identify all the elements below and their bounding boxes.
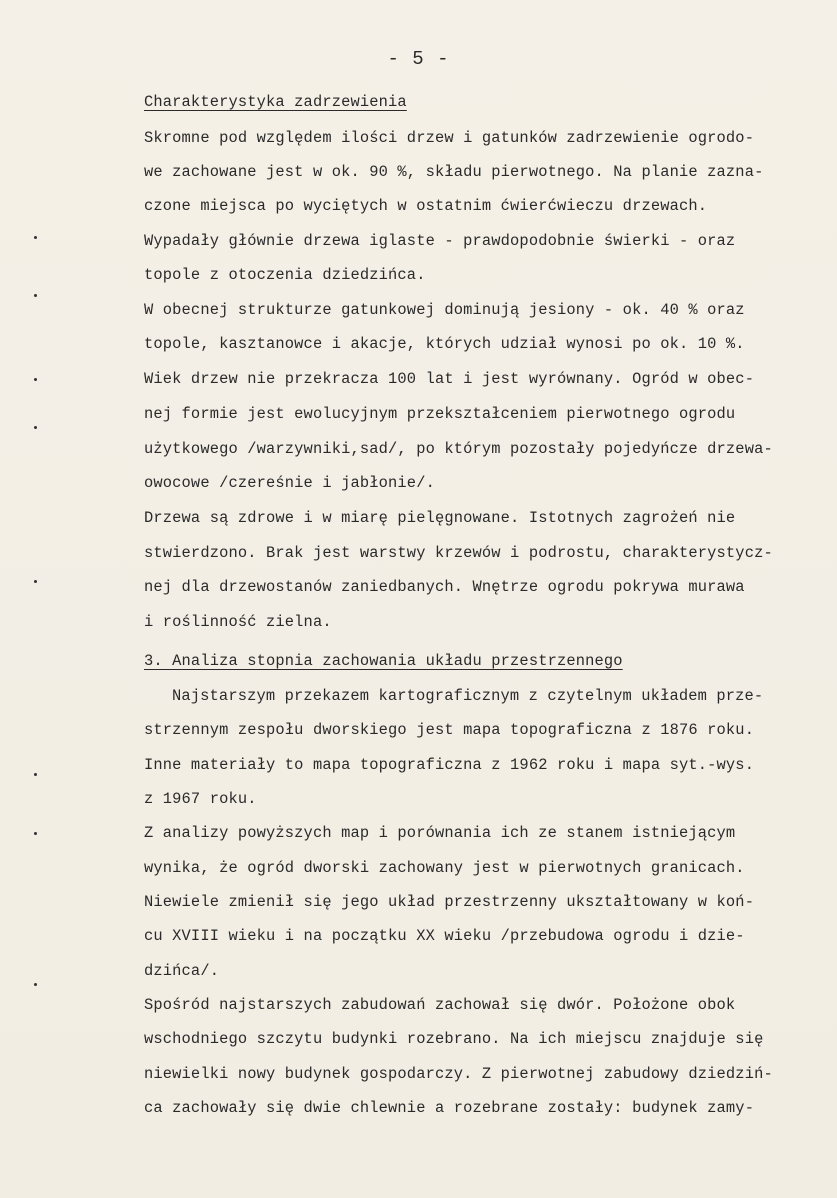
section-heading-tree-characteristics: Charakterystyka zadrzewienia — [144, 93, 407, 111]
margin-mark — [34, 426, 37, 429]
margin-mark — [34, 983, 37, 986]
page-number: - 5 - — [387, 48, 450, 70]
body-line: Inne materiały to mapa topograficzna z 1962 roku i mapa syt.-wys. — [144, 756, 755, 774]
body-line: Spośród najstarszych zabudowań zachował się dwór. Położone obok — [144, 996, 736, 1014]
body-line: dzińca/. — [144, 962, 220, 980]
margin-mark — [34, 832, 37, 835]
body-line: Drzewa są zdrowe i w miarę pielęgnowane. Istotnych zagrożeń nie — [144, 509, 736, 527]
body-line: czone miejsca po wyciętych w ostatnim ćwierćwieczu drzewach. — [144, 197, 708, 215]
body-line: Skromne pod względem ilości drzew i gatunków zadrzewienie ogrodo- — [144, 129, 755, 147]
body-line: owocowe /czereśnie i jabłonie/. — [144, 474, 435, 492]
margin-mark — [34, 773, 37, 776]
body-line: nej formie jest ewolucyjnym przekształceniem pierwotnego ogrodu — [144, 405, 736, 423]
margin-mark — [34, 378, 37, 381]
margin-mark — [34, 294, 37, 297]
body-line: użytkowego /warzywniki,sad/, po którym pozostały pojedyńcze drzewa- — [144, 440, 773, 458]
body-line: topole, kasztanowce i akacje, których udział wynosi po ok. 10 %. — [144, 335, 745, 353]
body-line: z 1967 roku. — [144, 790, 257, 808]
body-line: we zachowane jest w ok. 90 %, składu pierwotnego. Na planie zazna- — [144, 163, 764, 181]
body-line: nej dla drzewostanów zaniedbanych. Wnętrze ogrodu pokrywa murawa — [144, 578, 745, 596]
body-line: cu XVIII wieku i na początku XX wieku /przebudowa ogrodu i dzie- — [144, 927, 745, 945]
body-line: topole z otoczenia dziedzińca. — [144, 266, 426, 284]
body-line: Wypadały głównie drzewa iglaste - prawdopodobnie świerki - oraz — [144, 232, 736, 250]
body-line: strzennym zespołu dworskiego jest mapa topograficzna z 1876 roku. — [144, 721, 755, 739]
body-line: Najstarszym przekazem kartograficznym z czytelnym układem prze- — [172, 687, 764, 705]
body-line: wynika, że ogród dworski zachowany jest w pierwotnych granicach. — [144, 859, 745, 877]
body-line: W obecnej strukturze gatunkowej dominują jesiony - ok. 40 % oraz — [144, 301, 745, 319]
margin-mark — [34, 580, 37, 583]
body-line: ca zachowały się dwie chlewnie a rozebrane zostały: budynek zamy- — [144, 1099, 755, 1117]
body-line: wschodniego szczytu budynki rozebrano. Na ich miejscu znajduje się — [144, 1030, 764, 1048]
body-line: i roślinność zielna. — [144, 613, 332, 631]
body-line: Wiek drzew nie przekracza 100 lat i jest wyrównany. Ogród w obec- — [144, 370, 755, 388]
body-line: stwierdzono. Brak jest warstwy krzewów i podrostu, charakterystycz- — [144, 544, 773, 562]
body-line: Z analizy powyższych map i porównania ich ze stanem istniejącym — [144, 824, 736, 842]
body-line: Niewiele zmienił się jego układ przestrzenny ukształtowany w koń- — [144, 893, 755, 911]
body-line: niewielki nowy budynek gospodarczy. Z pierwotnej zabudowy dziedziń- — [144, 1065, 773, 1083]
margin-mark — [34, 236, 37, 239]
section-heading-spatial-analysis: 3. Analiza stopnia zachowania układu przestrzennego — [144, 652, 623, 670]
